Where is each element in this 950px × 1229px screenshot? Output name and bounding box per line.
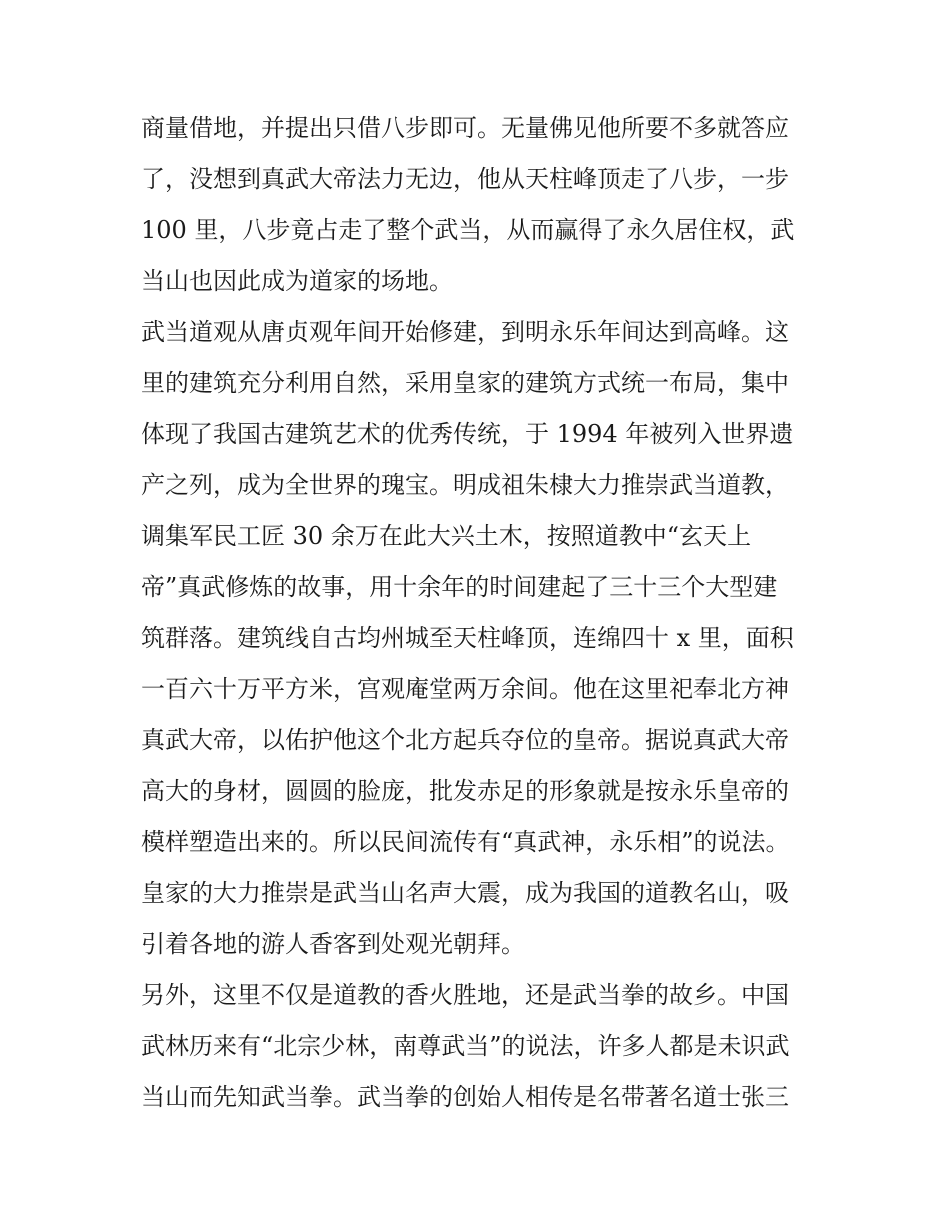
text-line: 商量借地，并提出只借八步即可。无量佛见他所要不多就答应 (141, 114, 789, 142)
text-line: 100 里，八步竟占走了整个武当，从而赢得了永久居住权，武 (141, 216, 795, 244)
document-body (141, 103, 821, 1123)
text-line: 模样塑造出来的。所以民间流传有“真武神，永乐相”的说法。 (141, 828, 790, 856)
text-line: 一百六十万平方米，宫观庵堂两万余间。他在这里祀奉北方神 (141, 675, 789, 703)
text-line: 体现了我国古建筑艺术的优秀传统，于 1994 年被列入世界遗 (141, 420, 794, 448)
text-line: 里的建筑充分利用自然，采用皇家的建筑方式统一布局，集中 (141, 369, 789, 397)
text-line: 筑群落。建筑线自古均州城至天柱峰顶，连绵四十 x 里，面积 (141, 624, 794, 652)
text-line: 武当道观从唐贞观年间开始修建，到明永乐年间达到高峰。这 (141, 318, 789, 346)
text-line: 调集军民工匠 30 余万在此大兴土木，按照道教中“玄天上 (141, 522, 752, 550)
text-line: 了，没想到真武大帝法力无边，他从天柱峰顶走了八步，一步 (141, 165, 789, 193)
text-line: 皇家的大力推崇是武当山名声大震，成为我国的道教名山，吸 (141, 879, 789, 907)
text-line: 高大的身材，圆圆的脸庞，批发赤足的形象就是按永乐皇帝的 (141, 777, 789, 805)
text-line: 另外，这里不仅是道教的香火胜地，还是武当拳的故乡。中国 (141, 981, 789, 1009)
text-line: 当山而先知武当拳。武当拳的创始人相传是名带著名道士张三 (141, 1083, 789, 1111)
text-line: 武林历来有“北宗少林，南尊武当”的说法，许多人都是未识武 (141, 1032, 790, 1060)
text-line: 引着各地的游人香客到处观光朝拜。 (141, 930, 525, 958)
text-line: 真武大帝，以佑护他这个北方起兵夺位的皇帝。据说真武大帝 (141, 726, 789, 754)
text-line: 当山也因此成为道家的场地。 (141, 267, 453, 295)
text-line: 帝”真武修炼的故事，用十余年的时间建起了三十三个大型建 (141, 573, 778, 601)
text-line: 产之列，成为全世界的瑰宝。明成祖朱棣大力推崇武当道教， (141, 471, 789, 499)
